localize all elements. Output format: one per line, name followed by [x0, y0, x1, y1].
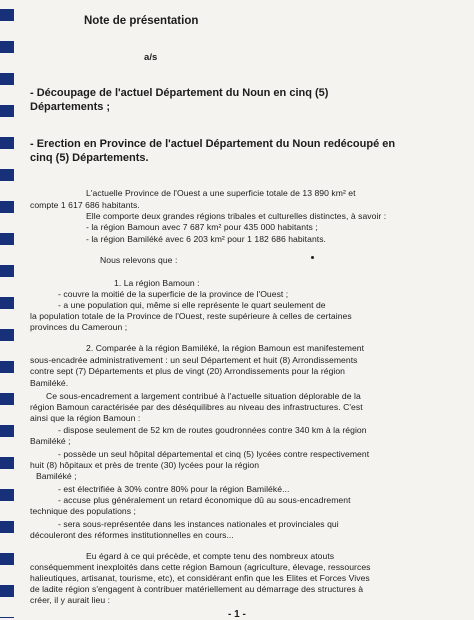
- body-line: - accuse plus généralement un retard économique dû au sous-encadrement: [58, 495, 351, 505]
- body-line: découleront des réformes institutionnelles en cours...: [30, 530, 234, 540]
- body-line: la population totale de la Province de l'Ouest, reste supérieure à celles de certaines: [30, 311, 352, 321]
- body-line: Eu égard à ce qui précède, et compte tenu des nombreux atouts: [86, 551, 335, 561]
- body-line: - la région Bamoun avec 7 687 km² pour 435 000 habitants ;: [86, 222, 318, 232]
- body-line: contre sept (7) Départements et plus de vingt (20) Arrondissements pour la région: [30, 366, 346, 376]
- body-line: 2. Comparée à la région Bamiléké, la région Bamoun est manifestement: [86, 343, 365, 353]
- body-line: huit (8) hôpitaux et près de trente (30) lycées pour la région: [30, 460, 260, 470]
- body-line: Bamiléké ;: [30, 436, 71, 446]
- body-line: provinces du Cameroun ;: [30, 322, 128, 332]
- body-line: Ce sous-encadrement a largement contribué à l'actuelle situation déplorable de la: [46, 391, 361, 401]
- body-line: sous-encadrée administrativement : un seul Département et huit (8) Arrondissements: [30, 355, 358, 365]
- body-line: L'actuelle Province de l'Ouest a une superficie totale de 13 890 km² et: [86, 188, 356, 198]
- body-line: halieutiques, artisanat, tourisme, etc), et considérant enfin que les Elites et Forces Vives: [30, 573, 370, 583]
- as-label: a/s: [144, 52, 158, 63]
- stray-mark: [311, 256, 314, 259]
- document-title: Note de présentation: [84, 15, 199, 27]
- body-line: Bamiléké ;: [36, 471, 77, 481]
- body-line: compte 1 617 686 habitants.: [30, 200, 140, 210]
- body-line: - a une population qui, même si elle représente le quart seulement de: [58, 300, 326, 310]
- body-line: - possède un seul hôpital départemental et cinq (5) lycées contre respectivement: [58, 449, 370, 459]
- body-line: ainsi que la région Bamoun :: [30, 413, 141, 423]
- subject-2-line-1: - Erection en Province de l'actuel Département du Noun redécoupé en: [30, 138, 396, 150]
- subject-1-line-1: - Découpage de l'actuel Département du Noun en cinq (5): [30, 87, 329, 99]
- body-line: Bamiléké.: [30, 378, 69, 388]
- body-line: conséquemment inexploités dans cette région Bamoun (agriculture, élevage, ressources: [30, 562, 371, 572]
- body-line: Nous relevons que :: [100, 255, 178, 265]
- subject-2-line-2: cinq (5) Départements.: [30, 152, 149, 164]
- body-line: Elle comporte deux grandes régions tribales et culturelles distinctes, à savoir :: [86, 211, 387, 221]
- body-line: 1. La région Bamoun :: [114, 278, 200, 288]
- page-number: - 1 -: [228, 609, 246, 620]
- body-line: - dispose seulement de 52 km de routes goudronnées contre 340 km à la région: [58, 425, 367, 435]
- body-line: - sera sous-représentée dans les instances nationales et provinciales qui: [58, 519, 339, 529]
- body-line: technique des populations ;: [30, 506, 136, 516]
- body-line: - la région Bamiléké avec 6 203 km² pour 1 182 686 habitants.: [86, 234, 326, 244]
- body-line: région Bamoun caractérisée par des déséquilibres au niveau des infrastructures. C'est: [30, 402, 363, 412]
- body-line: - couvre la moitié de la superficie de la province de l'Ouest ;: [58, 289, 289, 299]
- body-line: - est électrifiée à 30% contre 80% pour la région Bamiléké...: [58, 484, 290, 494]
- body-line: créer, il y aurait lieu :: [30, 595, 111, 605]
- subject-1-line-2: Départements ;: [30, 101, 111, 113]
- body-line: de ladite région s'engagent à contribuer matériellement au démarrage des structures à: [30, 584, 364, 594]
